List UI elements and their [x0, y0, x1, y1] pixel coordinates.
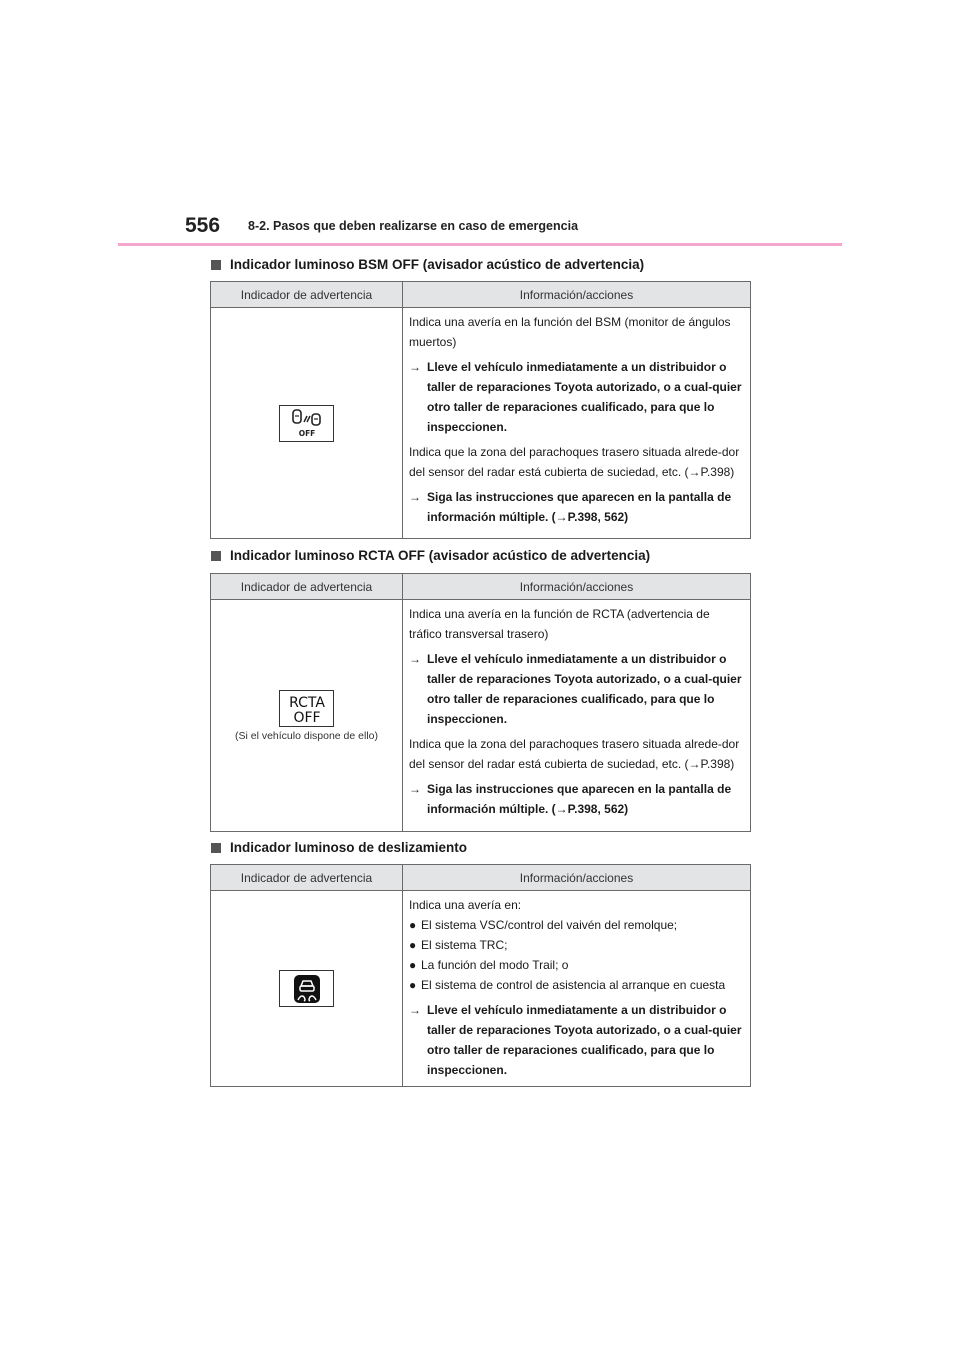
chapter-title: 8-2. Pasos que deben realizarse en caso de emergencia — [248, 219, 579, 233]
section-heading-text: Indicador luminoso BSM OFF (avisador acústico de advertencia) — [230, 257, 645, 272]
svg-text:RCTA: RCTA — [288, 694, 325, 711]
icon-cell — [211, 308, 403, 539]
section-heading-bsm — [211, 257, 644, 272]
info-text: Indica que la zona del parachoques trasero situada alrede-dor del sensor del radar está cubierta de suciedad, etc. (→P.398) — [409, 737, 740, 771]
list-item: ● La función del modo Trail; o — [409, 955, 745, 975]
bullet-icon: ● — [409, 918, 417, 932]
rcta-off-icon — [279, 690, 334, 727]
square-bullet-icon — [211, 843, 221, 853]
table-rcta — [210, 573, 751, 832]
info-cell — [403, 308, 751, 539]
section-heading-text: Indicador luminoso de deslizamiento — [230, 840, 468, 855]
list-item: ● El sistema de control de asistencia al arranque en cuesta — [409, 975, 745, 995]
table-slip — [210, 864, 751, 1087]
header-indicator: Indicador de advertencia — [211, 574, 403, 600]
info-text: Indica una avería en la función del BSM (monitor de ángulos muertos) — [409, 315, 731, 349]
info-cell — [403, 891, 751, 1087]
header-indicator: Indicador de advertencia — [211, 282, 403, 308]
bullet-icon: ● — [409, 978, 417, 992]
icon-cell — [211, 600, 403, 832]
arrow-icon: → — [409, 652, 421, 666]
header-rule — [118, 243, 842, 246]
table-bsm — [210, 281, 751, 539]
header-info: Información/acciones — [403, 574, 751, 600]
square-bullet-icon — [211, 551, 221, 561]
slip-indicator-icon — [279, 970, 334, 1007]
page-number: 556 — [185, 214, 221, 237]
arrow-icon: → — [409, 782, 421, 796]
header-indicator: Indicador de advertencia — [211, 865, 403, 891]
icon-cell — [211, 891, 403, 1087]
section-heading-slip — [211, 840, 467, 855]
action-item: → Siga las instrucciones que aparecen en la pantalla de información múltiple. (→P.398, 562) — [409, 779, 745, 819]
info-text: Indica que la zona del parachoques trasero situada alrede-dor del sensor del radar está cubierta de suciedad, etc. (→P.398) — [409, 445, 740, 479]
section-heading-text: Indicador luminoso RCTA OFF (avisador acústico de advertencia) — [230, 548, 651, 563]
section-heading-rcta — [211, 548, 650, 563]
bullet-icon: ● — [409, 938, 417, 952]
list-item: ● El sistema TRC; — [409, 935, 745, 955]
action-item: → Siga las instrucciones que aparecen en la pantalla de información múltiple. (→P.398, 562) — [409, 487, 745, 527]
list-item: ● El sistema VSC/control del vaivén del remolque; — [409, 915, 745, 935]
svg-text:OFF: OFF — [298, 429, 315, 438]
page-header — [0, 0, 960, 250]
arrow-icon: → — [409, 490, 421, 504]
info-text: Indica una avería en la función de RCTA (advertencia de tráfico transversal trasero) — [409, 607, 710, 641]
arrow-icon: → — [409, 1003, 421, 1017]
info-cell — [403, 600, 751, 832]
info-text: Indica una avería en: — [409, 898, 522, 912]
arrow-icon: → — [409, 360, 421, 374]
action-item: → Lleve el vehículo inmediatamente a un distribuidor o taller de reparaciones Toyota autorizado, o a cual-quier otro taller de reparaciones cualificado, para que lo inspeccionen. — [409, 649, 745, 729]
bullet-icon: ● — [409, 958, 417, 972]
header-info: Información/acciones — [403, 865, 751, 891]
header-info: Información/acciones — [403, 282, 751, 308]
action-item: → Lleve el vehículo inmediatamente a un distribuidor o taller de reparaciones Toyota autorizado, o a cual-quier otro taller de reparaciones cualificado, para que lo inspeccionen. — [409, 357, 745, 437]
action-item: → Lleve el vehículo inmediatamente a un distribuidor o taller de reparaciones Toyota autorizado, o a cual-quier otro taller de reparaciones cualificado, para que lo inspeccionen. — [409, 1000, 745, 1080]
svg-text:OFF: OFF — [292, 709, 321, 725]
square-bullet-icon — [211, 260, 221, 270]
bsm-off-icon — [279, 405, 334, 442]
condition-note: (Si el vehículo dispone de ello) — [234, 729, 378, 742]
